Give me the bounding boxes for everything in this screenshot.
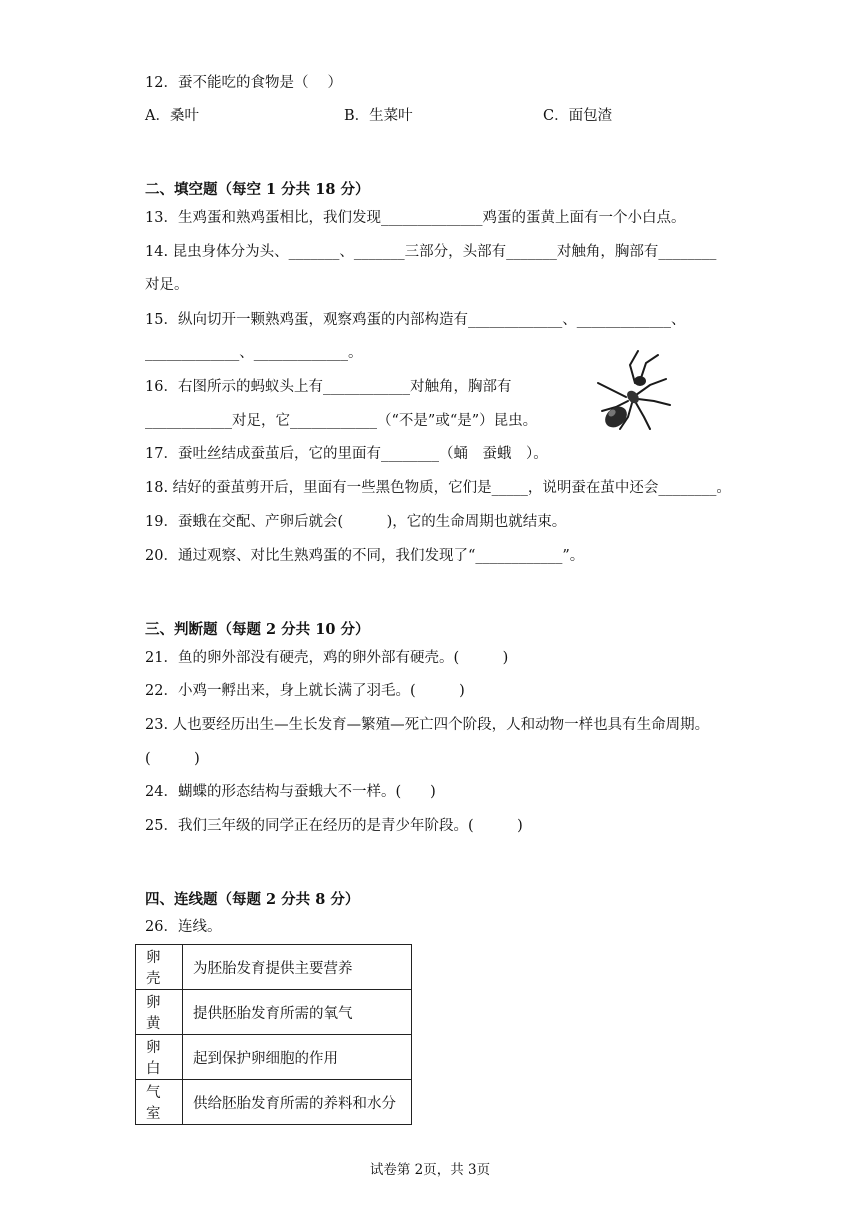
q12-option-a: A．桑叶 <box>145 108 199 124</box>
q16: 16．右图所示的蚂蚁头上有____________对触角，胸部有 <box>145 379 512 395</box>
section3-heading: 三、判断题（每题 2 分共 10 分） <box>145 621 370 638</box>
q12-stem: 12．蚕不能吃的食物是（ ） <box>145 75 343 91</box>
term-cell: 卵白 <box>136 1035 183 1080</box>
description-cell: 提供胚胎发育所需的氧气 <box>183 990 412 1035</box>
table-row <box>136 1035 412 1080</box>
q23: 23. 人也要经历出生—生长发育—繁殖—死亡四个阶段，人和动物一样也具有生命周期。 <box>145 717 710 733</box>
q23-cont: ( ) <box>145 751 200 767</box>
q16-cont: ____________对足，它____________（“不是”或“是”）昆虫。 <box>145 413 538 429</box>
term-cell: 卵黄 <box>136 990 183 1035</box>
page-footer: 试卷第 2页，共 3页 <box>369 1162 491 1178</box>
table-row <box>136 990 412 1035</box>
matching-table <box>135 944 412 1125</box>
description-cell: 起到保护卵细胞的作用 <box>183 1035 412 1080</box>
term-cell: 气室 <box>136 1080 183 1125</box>
table-row <box>136 945 412 990</box>
ant-image <box>580 345 680 435</box>
q19: 19．蚕蛾在交配、产卵后就会( )，它的生命周期也就结束。 <box>145 514 567 530</box>
section4-heading: 四、连线题（每题 2 分共 8 分） <box>145 891 360 908</box>
q12-option-c: C．面包渣 <box>543 108 613 124</box>
q22: 22．小鸡一孵出来，身上就长满了羽毛。( ) <box>145 683 465 699</box>
table-row <box>136 1080 412 1125</box>
q15: 15．纵向切开一颗熟鸡蛋，观察鸡蛋的内部构造有_____________、_____________、 <box>145 312 686 328</box>
q21: 21．鱼的卵外部没有硬壳，鸡的卵外部有硬壳。( ) <box>145 650 509 666</box>
q14: 14. 昆虫身体分为头、_______、_______三部分，头部有_______对触角，胸部有________ <box>145 244 717 260</box>
description-cell: 为胚胎发育提供主要营养 <box>183 945 412 990</box>
q18: 18. 结好的蚕茧剪开后，里面有一些黑色物质，它们是_____，说明蚕在茧中还会________。 <box>145 480 731 496</box>
q12-option-b: B．生菜叶 <box>344 108 413 124</box>
term-cell: 卵壳 <box>136 945 183 990</box>
q14-cont: 对足。 <box>145 277 189 293</box>
q13: 13．生鸡蛋和熟鸡蛋相比，我们发现______________鸡蛋的蛋黄上面有一个小白点。 <box>145 210 686 226</box>
q26: 26．连线。 <box>145 919 222 935</box>
description-cell: 供给胚胎发育所需的养料和水分 <box>183 1080 412 1125</box>
q15-cont: _____________、_____________。 <box>145 345 363 361</box>
q25: 25．我们三年级的同学正在经历的是青少年阶段。( ) <box>145 818 523 834</box>
q24: 24．蝴蝶的形态结构与蚕蛾大不一样。( ) <box>145 784 436 800</box>
q20: 20．通过观察、对比生熟鸡蛋的不同，我们发现了“____________”。 <box>145 548 585 564</box>
section2-heading: 二、填空题（每空 1 分共 18 分） <box>145 181 370 198</box>
q17: 17．蚕吐丝结成蚕茧后，它的里面有________（蛹 蚕蛾 ）。 <box>145 446 548 462</box>
